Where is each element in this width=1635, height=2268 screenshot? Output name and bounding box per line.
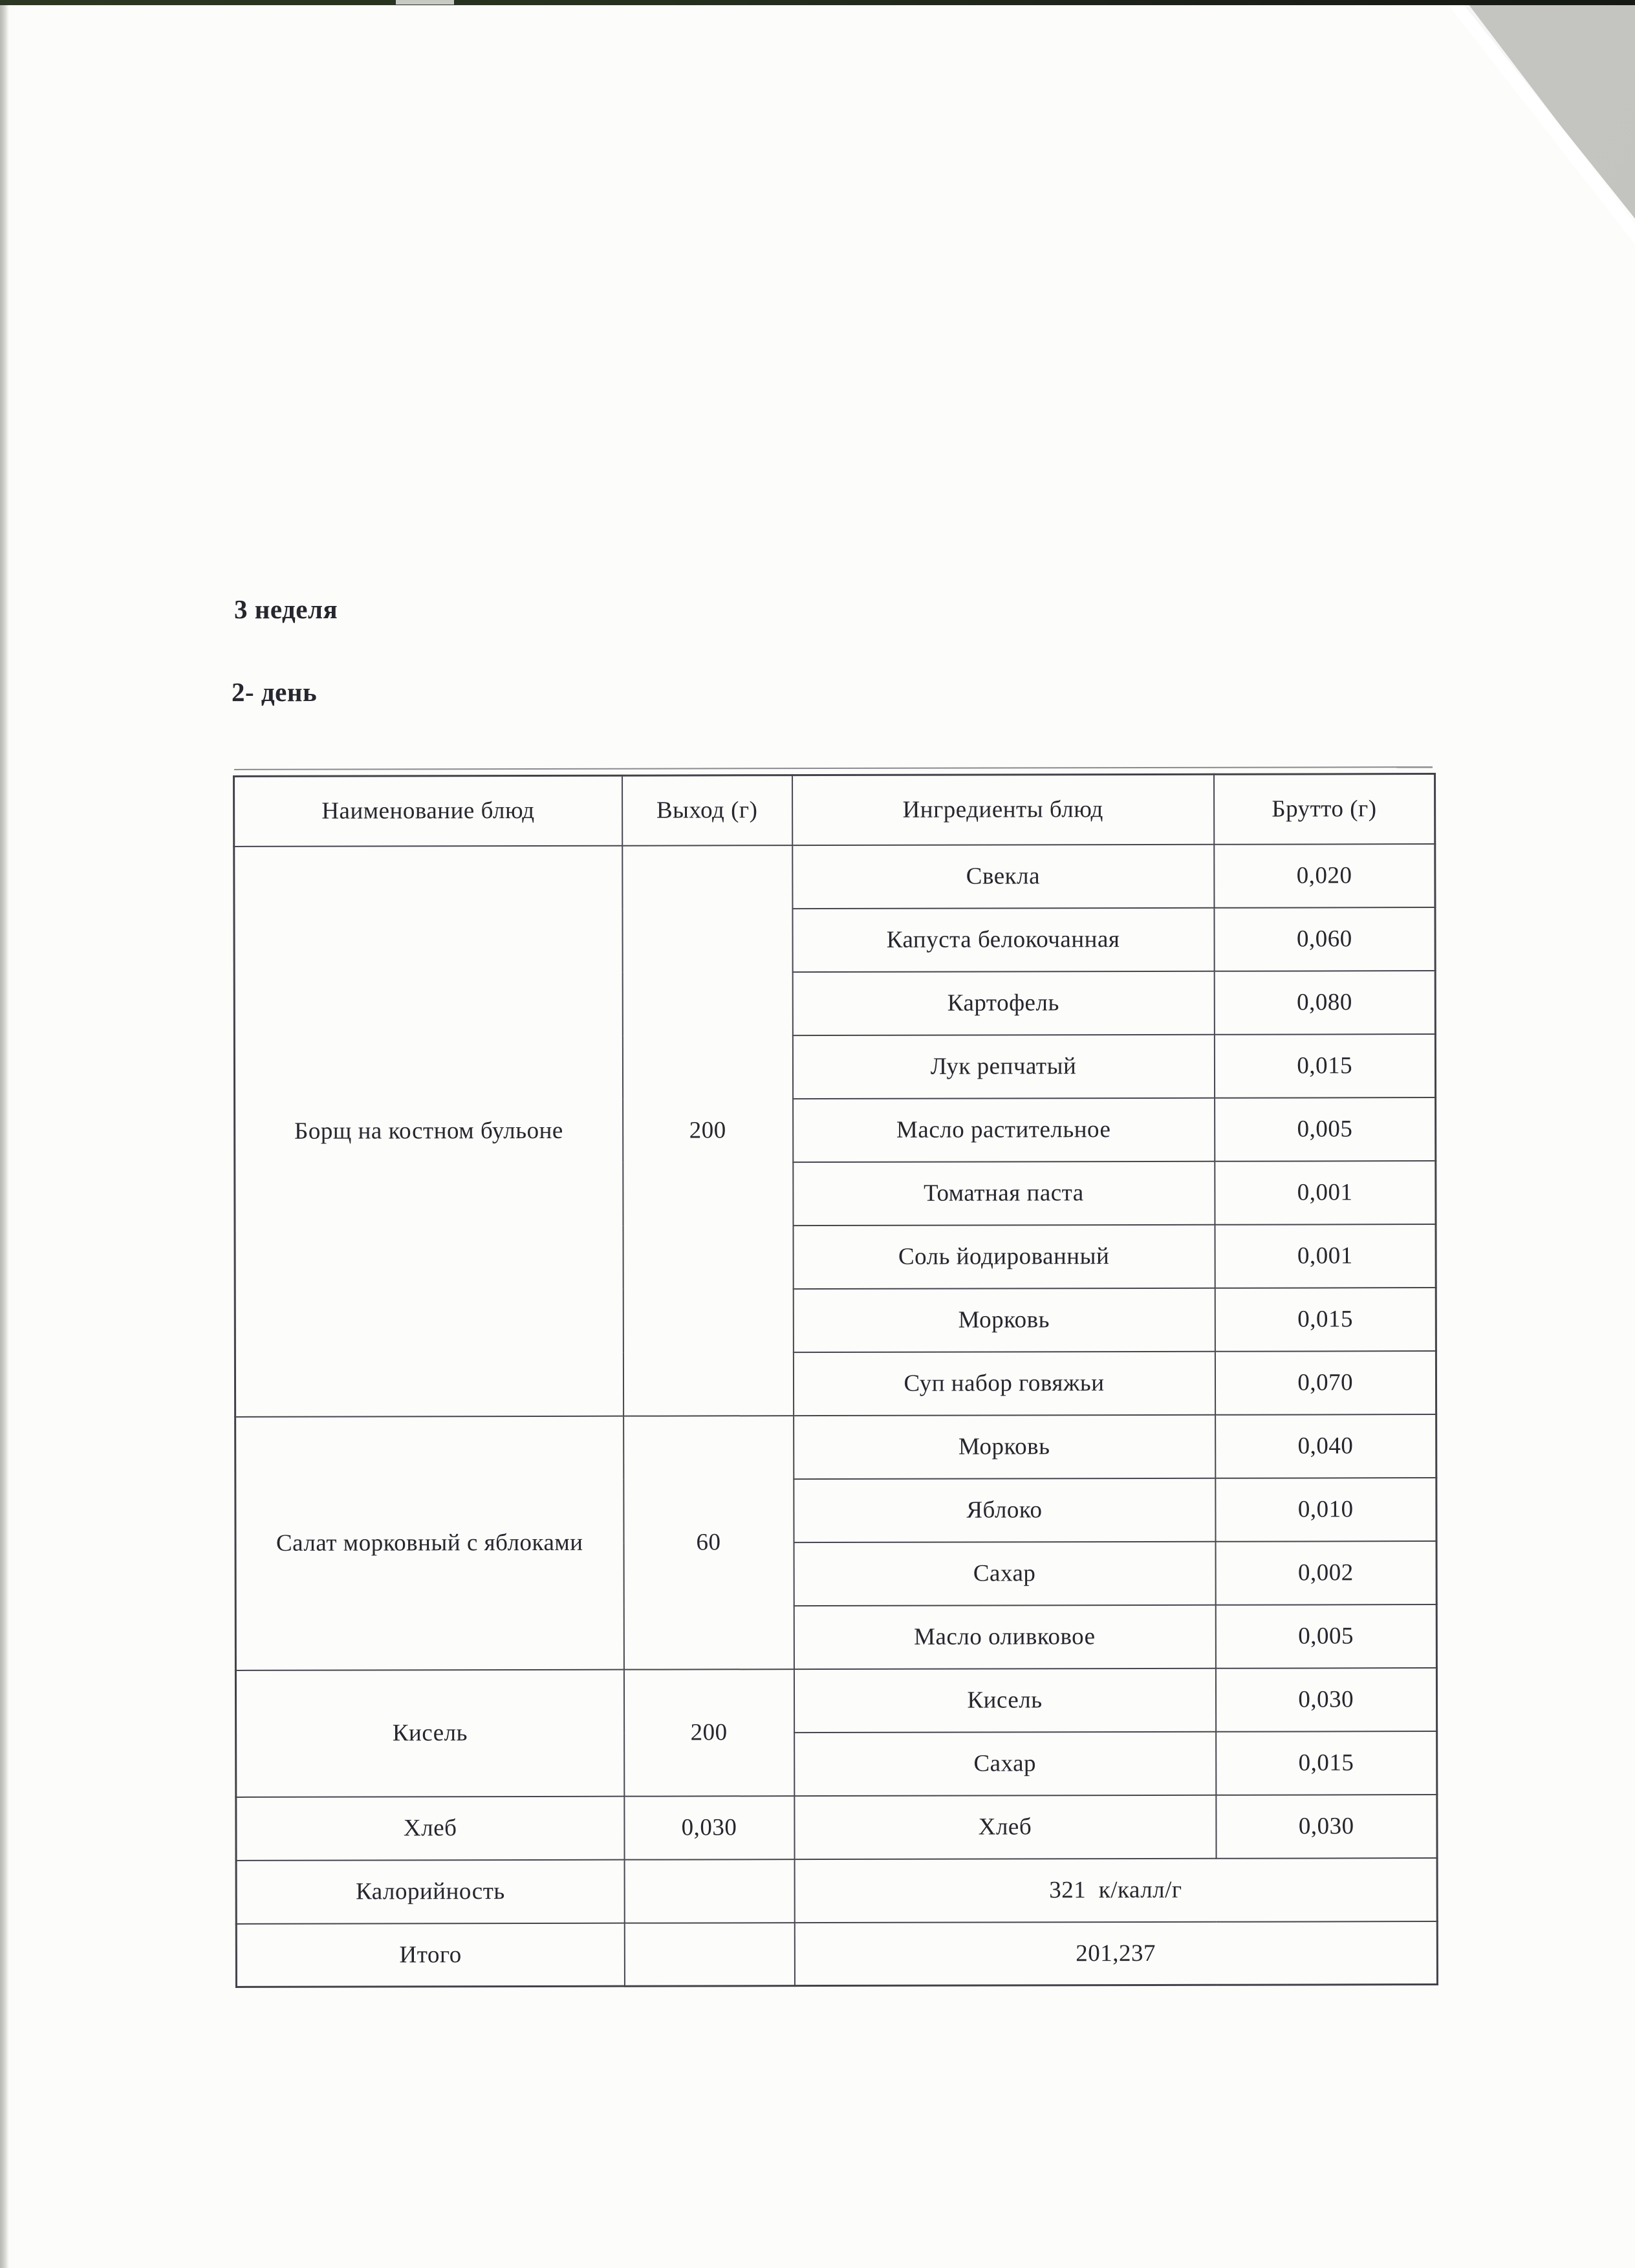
- gross-value-cell: 0,001: [1215, 1161, 1436, 1225]
- header-ingredients-column: Ингредиенты блюд: [792, 774, 1214, 845]
- table-row: [235, 1414, 1436, 1480]
- week-label: 3 неделя: [234, 594, 338, 624]
- table-row: [236, 1795, 1437, 1861]
- folded-corner: [0, 0, 1635, 272]
- ingredient-name-cell: Сахар: [794, 1541, 1215, 1605]
- summary-row-total: [236, 1921, 1437, 1987]
- output-cell: 200: [623, 1669, 794, 1797]
- ingredient-name-cell: Масло растительное: [793, 1097, 1215, 1161]
- ingredient-name-cell: Яблоко: [794, 1478, 1215, 1542]
- summary-label-cell: Калорийность: [236, 1859, 624, 1923]
- gross-value-cell: 0,080: [1214, 971, 1435, 1035]
- ingredient-name-cell: Картофель: [792, 971, 1214, 1035]
- ingredient-name-cell: Кисель: [794, 1668, 1215, 1732]
- dish-cell: Салат морковный с яблоками: [235, 1416, 624, 1670]
- gross-value-cell: 0,015: [1215, 1288, 1436, 1352]
- scan-edge-top-gap: [396, 0, 454, 5]
- ingredient-name-cell: Морковь: [794, 1414, 1215, 1478]
- ingredient-name-cell: Томатная паста: [793, 1161, 1215, 1225]
- ingredient-name-cell: Соль йодированный: [793, 1224, 1215, 1288]
- menu-table-wrapper: [233, 773, 1439, 1988]
- ingredient-name-cell: Сахар: [794, 1731, 1216, 1795]
- gross-value-cell: 0,030: [1216, 1795, 1437, 1859]
- menu-table: [233, 773, 1438, 1988]
- dish-cell: Хлеб: [236, 1796, 624, 1860]
- table-row: [234, 844, 1435, 910]
- ingredient-name-cell: Свекла: [792, 844, 1214, 908]
- summary-row-calories: [236, 1858, 1437, 1924]
- summary-value-cell: 321 к/калл/г: [794, 1858, 1437, 1923]
- header-dish-column: Наименование блюд: [234, 775, 622, 846]
- gross-value-cell: 0,001: [1215, 1224, 1436, 1288]
- table-header-row: [234, 774, 1435, 847]
- summary-empty-cell: [624, 1923, 794, 1987]
- summary-empty-cell: [624, 1859, 794, 1923]
- ingredient-name-cell: Суп набор говяжьи: [793, 1351, 1215, 1415]
- ingredient-name-cell: Масло оливковое: [794, 1604, 1215, 1669]
- gross-value-cell: 0,005: [1215, 1604, 1436, 1669]
- gross-value-cell: 0,060: [1214, 907, 1435, 971]
- ingredient-name-cell: Хлеб: [794, 1795, 1216, 1859]
- ingredient-name-cell: Морковь: [793, 1288, 1215, 1352]
- output-cell: 0,030: [624, 1796, 794, 1860]
- table-row: [235, 1668, 1436, 1734]
- summary-label-cell: Итого: [236, 1923, 624, 1987]
- dish-cell: Борщ на костном бульоне: [234, 845, 623, 1416]
- ingredient-name-cell: Лук репчатый: [792, 1034, 1214, 1098]
- scan-edge-left: [0, 0, 9, 2268]
- gross-value-cell: 0,020: [1214, 844, 1435, 908]
- day-label: 2- день: [232, 677, 318, 707]
- gross-value-cell: 0,030: [1215, 1668, 1436, 1732]
- output-cell: 60: [623, 1416, 794, 1670]
- scan-edge-top: [0, 0, 1635, 5]
- gross-value-cell: 0,005: [1215, 1097, 1436, 1161]
- output-cell: 200: [622, 845, 794, 1416]
- header-output-column: Выход (г): [622, 775, 792, 846]
- gross-value-cell: 0,010: [1215, 1478, 1436, 1542]
- gross-value-cell: 0,015: [1214, 1034, 1435, 1098]
- header-gross-column: Брутто (г): [1214, 774, 1435, 845]
- folded-corner-edge: [0, 0, 1635, 272]
- gross-value-cell: 0,002: [1215, 1541, 1436, 1605]
- gross-value-cell: 0,070: [1215, 1351, 1436, 1415]
- gross-value-cell: 0,015: [1216, 1731, 1437, 1795]
- dish-cell: Кисель: [235, 1669, 623, 1797]
- summary-value-cell: 201,237: [794, 1921, 1437, 1986]
- ingredient-name-cell: Капуста белокочанная: [792, 907, 1214, 971]
- gross-value-cell: 0,040: [1215, 1414, 1436, 1478]
